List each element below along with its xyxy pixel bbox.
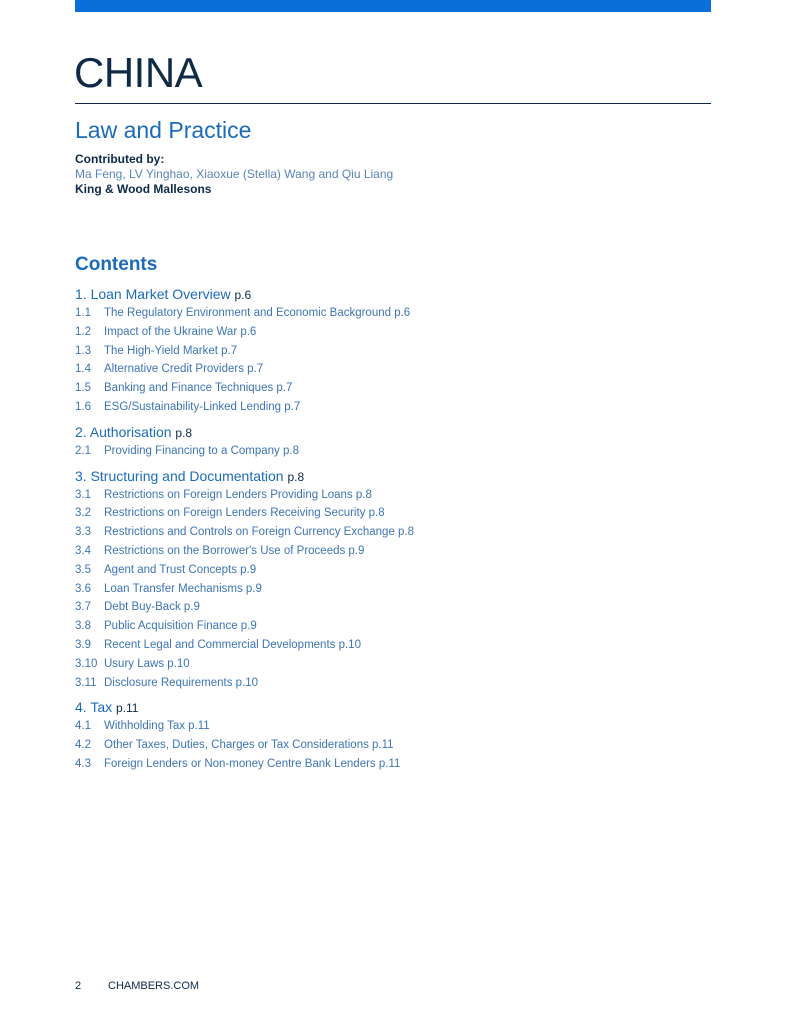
toc-item[interactable]	[75, 598, 715, 617]
toc-item-text: Debt Buy-Back p.9	[104, 601, 200, 614]
toc-section-label: 3. Structuring and Documentation	[75, 467, 284, 484]
toc-item-text: Loan Transfer Mechanisms p.9	[104, 582, 262, 595]
toc-item[interactable]	[75, 398, 715, 417]
toc-item-text: Providing Financing to a Company p.8	[104, 444, 299, 457]
toc-item[interactable]	[75, 304, 715, 323]
toc-section-page: p.11	[116, 701, 139, 716]
contributors-label: Contributed by:	[75, 152, 165, 166]
toc-item-number: 4.1	[75, 720, 91, 733]
toc-section-title[interactable]	[75, 285, 715, 304]
contents-heading: Contents	[75, 254, 158, 275]
toc-item[interactable]	[75, 736, 715, 755]
toc-item[interactable]	[75, 717, 715, 736]
toc-item-number: 3.1	[75, 488, 91, 501]
title-divider	[75, 103, 711, 104]
toc-item-number: 1.1	[75, 307, 91, 319]
toc-item-text: Restrictions on Foreign Lenders Receiving Security p.8	[104, 507, 385, 520]
section-heading: Law and Practice	[75, 117, 252, 143]
toc-item[interactable]	[75, 580, 715, 599]
toc-item-number: 1.2	[75, 325, 91, 338]
toc-section	[75, 467, 715, 693]
toc-item-number: 3.5	[75, 563, 91, 576]
toc-item-number: 3.8	[75, 620, 91, 633]
toc-item-number: 1.3	[75, 344, 91, 357]
toc-item-text: The Regulatory Environment and Economic Background p.6	[104, 307, 411, 319]
toc-item-number: 1.6	[75, 400, 91, 413]
toc-section-page: p.6	[234, 288, 252, 302]
table-of-contents	[75, 285, 715, 780]
toc-section-title[interactable]	[75, 423, 715, 442]
toc-item-text: Restrictions and Controls on Foreign Currency Exchange p.8	[104, 526, 415, 539]
toc-item[interactable]	[75, 636, 715, 655]
toc-section-page: p.8	[175, 425, 193, 440]
toc-section	[75, 285, 715, 417]
toc-item[interactable]	[75, 755, 715, 774]
toc-item[interactable]	[75, 674, 715, 693]
toc-item-text: The High-Yield Market p.7	[104, 344, 238, 357]
toc-item-text: Foreign Lenders or Non-money Centre Bank Lenders p.11	[104, 757, 401, 770]
toc-item-number: 3.2	[75, 507, 91, 520]
toc-item-text: Withholding Tax p.11	[104, 720, 210, 733]
toc-item-number: 3.7	[75, 601, 91, 614]
toc-section-label: 1. Loan Market Overview	[75, 286, 231, 302]
toc-item-text: Agent and Trust Concepts p.9	[104, 563, 257, 576]
toc-item-text: Restrictions on the Borrower's Use of Proceeds p.9	[104, 544, 365, 557]
toc-section-page: p.8	[287, 469, 305, 484]
toc-item[interactable]	[75, 342, 715, 361]
toc-item-text: Banking and Finance Techniques p.7	[104, 382, 293, 395]
toc-item-text: Impact of the Ukraine War p.6	[104, 325, 257, 338]
toc-item-number: 3.11	[75, 676, 97, 689]
toc-item-text: Other Taxes, Duties, Charges or Tax Considerations p.11	[104, 739, 394, 752]
page-number: 2	[75, 980, 82, 992]
toc-section-label: 2. Authorisation	[75, 423, 172, 440]
toc-item[interactable]	[75, 655, 715, 674]
toc-item-number: 3.10	[75, 657, 98, 670]
toc-item-text: Usury Laws p.10	[104, 657, 190, 670]
toc-item-text: Recent Legal and Commercial Developments p.10	[104, 638, 361, 651]
toc-item-text: Alternative Credit Providers p.7	[104, 363, 264, 376]
toc-item-text: ESG/Sustainability-Linked Lending p.7	[104, 400, 301, 413]
country-title: CHINA	[74, 49, 203, 96]
contributors-block	[75, 152, 393, 197]
toc-item[interactable]	[75, 523, 715, 542]
toc-item-number: 3.9	[75, 638, 91, 651]
page-footer	[75, 979, 199, 993]
top-accent-bar	[75, 0, 711, 12]
toc-item[interactable]	[75, 542, 715, 561]
toc-item-number: 2.1	[75, 444, 91, 457]
toc-item-number: 3.3	[75, 526, 91, 539]
toc-item[interactable]	[75, 617, 715, 636]
toc-item[interactable]	[75, 379, 715, 398]
toc-item[interactable]	[75, 360, 715, 379]
toc-item-number: 4.3	[75, 757, 91, 770]
toc-item-number: 4.2	[75, 739, 91, 752]
toc-section	[75, 423, 715, 461]
toc-section-title[interactable]	[75, 698, 715, 717]
toc-item[interactable]	[75, 323, 715, 342]
toc-item[interactable]	[75, 442, 715, 461]
toc-item[interactable]	[75, 504, 715, 523]
toc-item-number: 1.5	[75, 382, 91, 395]
toc-section	[75, 698, 715, 773]
toc-item[interactable]	[75, 561, 715, 580]
toc-item[interactable]	[75, 486, 715, 505]
footer-site-link[interactable]: CHAMBERS.COM	[108, 980, 200, 992]
contributors-authors: Ma Feng, LV Yinghao, Xiaoxue (Stella) Wang and Qiu Liang	[75, 167, 394, 181]
toc-section-label: 4. Tax	[75, 699, 113, 716]
toc-item-number: 1.4	[75, 363, 91, 376]
toc-item-number: 3.4	[75, 544, 91, 557]
contributors-firm: King & Wood Mallesons	[75, 182, 212, 196]
toc-item-text: Restrictions on Foreign Lenders Providing Loans p.8	[104, 488, 372, 501]
toc-item-number: 3.6	[75, 582, 91, 595]
toc-item-text: Public Acquisition Finance p.9	[104, 620, 257, 633]
toc-section-title[interactable]	[75, 467, 715, 486]
toc-item-text: Disclosure Requirements p.10	[104, 676, 259, 689]
